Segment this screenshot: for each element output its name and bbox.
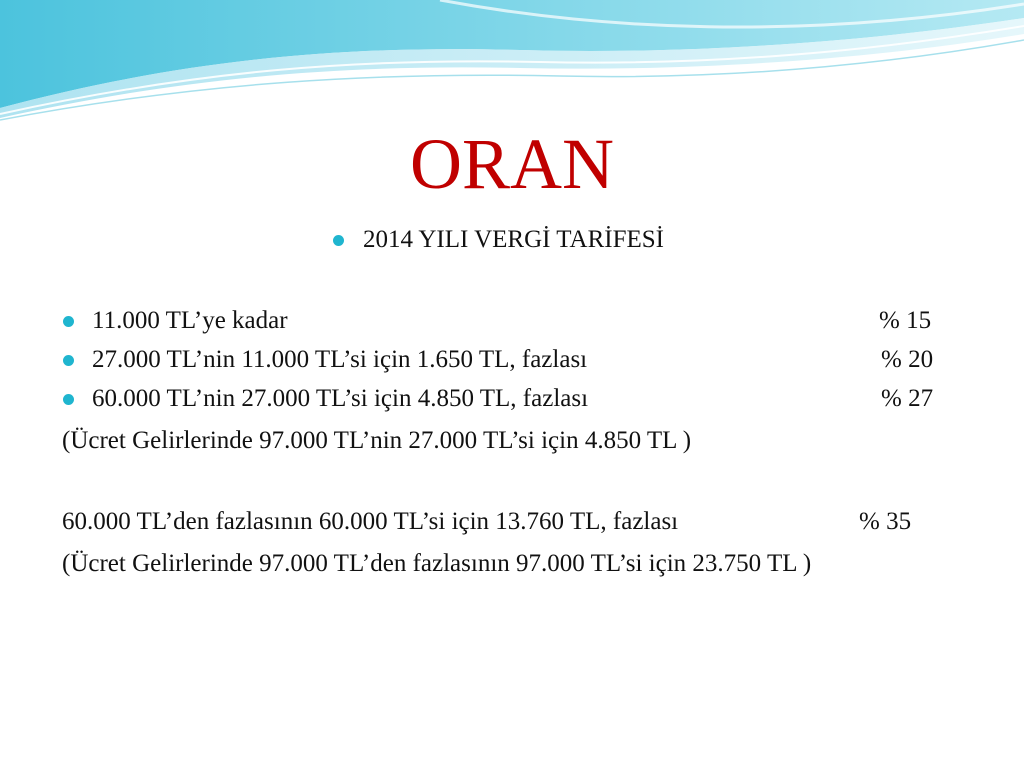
slide-title: ORAN bbox=[409, 124, 614, 204]
subtitle: 2014 YILI VERGİ TARİFESİ bbox=[363, 226, 665, 253]
top-bracket-rate: % 35 bbox=[859, 508, 912, 535]
bullet-icon bbox=[333, 235, 344, 246]
bracket-text: 27.000 TL’nin 11.000 TL’si için 1.650 TL, fazlası bbox=[92, 346, 588, 373]
bullet-icon bbox=[63, 394, 74, 405]
top-wage-income-note: (Ücret Gelirlerinde 97.000 TL’den fazlasının 97.000 TL’si için 23.750 TL ) bbox=[62, 550, 812, 577]
bullet-icon bbox=[63, 316, 74, 327]
header-wave-decoration bbox=[0, 0, 1024, 130]
bracket-text: 60.000 TL’nin 27.000 TL’si için 4.850 TL, fazlası bbox=[92, 385, 589, 412]
bracket-rate: % 15 bbox=[879, 307, 932, 334]
bracket-rate: % 20 bbox=[881, 346, 934, 373]
bracket-text: 11.000 TL’ye kadar bbox=[92, 307, 288, 334]
bracket-rate: % 27 bbox=[881, 385, 934, 412]
bullet-icon bbox=[63, 355, 74, 366]
top-bracket-text: 60.000 TL’den fazlasının 60.000 TL’si için 13.760 TL, fazlası bbox=[62, 508, 679, 535]
wage-income-note: (Ücret Gelirlerinde 97.000 TL’nin 27.000 TL’si için 4.850 TL ) bbox=[62, 427, 692, 454]
